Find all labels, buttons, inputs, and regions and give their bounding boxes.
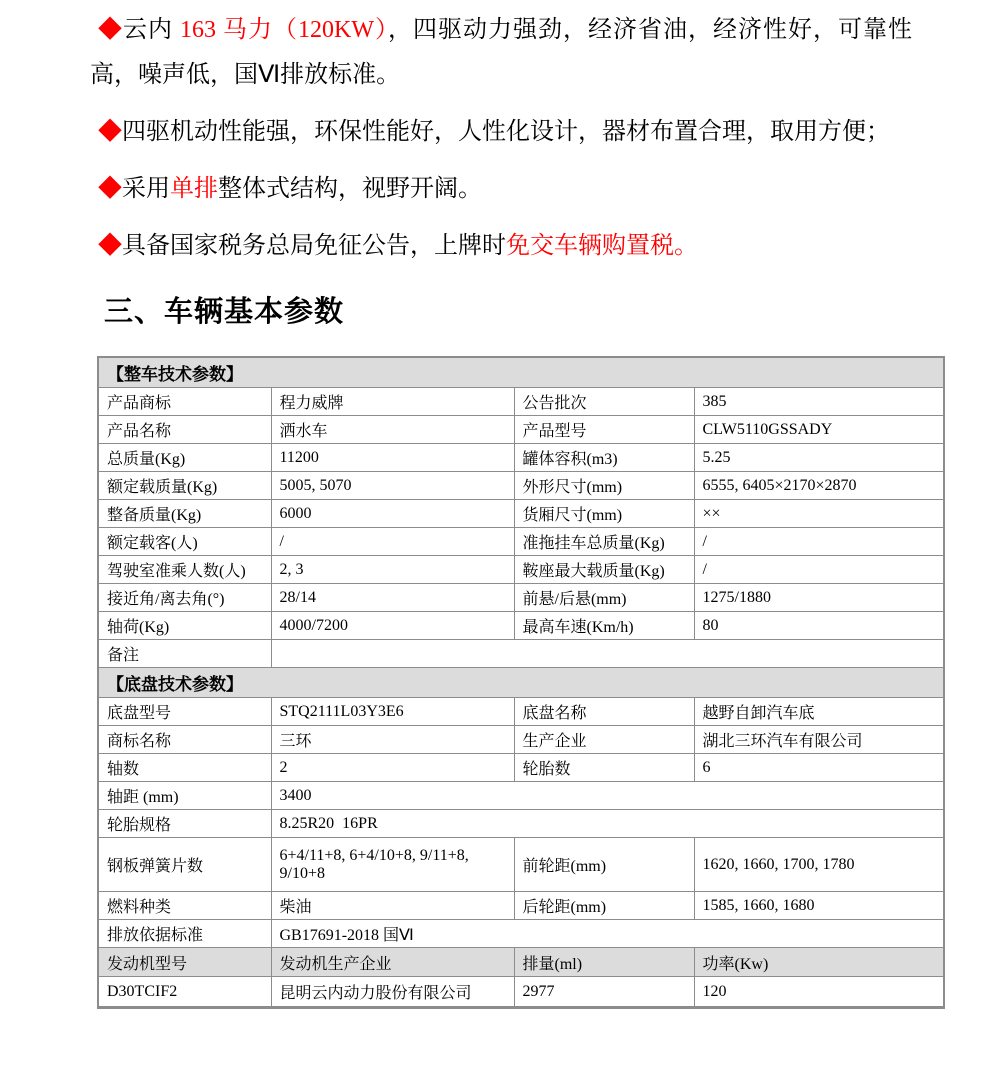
param-label-cell: 轮胎数 xyxy=(514,754,694,782)
table-row xyxy=(98,726,944,754)
feature-list xyxy=(90,8,913,269)
table-row xyxy=(98,612,944,640)
param-label-cell: 公告批次 xyxy=(514,388,694,416)
param-label-cell: 准拖挂车总质量(Kg) xyxy=(514,528,694,556)
param-label-cell: 外形尺寸(mm) xyxy=(514,472,694,500)
table-row xyxy=(98,698,944,726)
param-label-cell: 产品型号 xyxy=(514,416,694,444)
param-value-cell: 6000 xyxy=(271,500,514,528)
section-header-title: 【底盘技术参数】 xyxy=(98,668,944,698)
feature-text-segment: 四驱机动性能强，环保性能好，人性化设计，器材布置合理，取用方便； xyxy=(122,119,890,145)
table-row xyxy=(98,444,944,472)
engine-data-row xyxy=(98,977,944,1008)
table-row xyxy=(98,500,944,528)
param-value-cell: 385 xyxy=(694,388,944,416)
param-value-cell: 2, 3 xyxy=(271,556,514,584)
feature-text-highlight: 免交车辆购置税。 xyxy=(506,233,698,259)
feature-text-segment: 采用 xyxy=(122,176,170,202)
param-label-cell: 鞍座最大载质量(Kg) xyxy=(514,556,694,584)
table-row xyxy=(98,416,944,444)
feature-text-segment: 云内 xyxy=(123,17,181,43)
section-header-row-chassis xyxy=(98,668,944,698)
param-value-cell xyxy=(271,640,944,668)
param-value-cell: STQ2111L03Y3E6 xyxy=(271,698,514,726)
param-label-cell: 轮胎规格 xyxy=(98,810,271,838)
feature-bullet-1 xyxy=(90,8,912,98)
param-value-cell: 1275/1880 xyxy=(694,584,944,612)
feature-bullet-4 xyxy=(90,224,912,269)
param-value-cell: 1585, 1660, 1680 xyxy=(694,892,944,920)
param-value-cell: / xyxy=(271,528,514,556)
param-label-cell: 额定载客(人) xyxy=(98,528,271,556)
param-label-cell: 罐体容积(m3) xyxy=(514,444,694,472)
param-label-cell: 前悬/后悬(mm) xyxy=(514,584,694,612)
table-row xyxy=(98,472,944,500)
param-label-cell: 备注 xyxy=(98,640,271,668)
param-value-cell: 8.25R20 16PR xyxy=(271,810,944,838)
section-header-row-vehicle xyxy=(98,357,944,388)
table-row xyxy=(98,754,944,782)
diamond-icon: ◆ xyxy=(98,119,122,145)
param-value-cell: 2 xyxy=(271,754,514,782)
engine-value-cell: 昆明云内动力股份有限公司 xyxy=(271,977,514,1008)
param-value-cell: 80 xyxy=(694,612,944,640)
table-row xyxy=(98,528,944,556)
engine-header-cell: 功率(Kw) xyxy=(694,948,944,977)
param-label-cell: 排放依据标准 xyxy=(98,920,271,948)
feature-bullet-3 xyxy=(90,167,912,212)
feature-bullet-2 xyxy=(90,110,912,155)
param-value-cell: 5.25 xyxy=(694,444,944,472)
table-row-emission xyxy=(98,920,944,948)
table-row-spring xyxy=(98,838,944,892)
table-row xyxy=(98,556,944,584)
table-row-tire-spec xyxy=(98,810,944,838)
engine-header-cell: 发动机型号 xyxy=(98,948,271,977)
param-label-cell: 轴荷(Kg) xyxy=(98,612,271,640)
param-label-cell: 轴距 (mm) xyxy=(98,782,271,810)
feature-text-segment: 具备国家税务总局免征公告，上牌时 xyxy=(122,233,506,259)
param-label-cell: 驾驶室准乘人数(人) xyxy=(98,556,271,584)
param-value-cell: 6 xyxy=(694,754,944,782)
feature-text-highlight: 单排 xyxy=(170,176,218,202)
param-value-cell: 1620, 1660, 1700, 1780 xyxy=(694,838,944,892)
param-label-cell: 燃料种类 xyxy=(98,892,271,920)
engine-value-cell: 120 xyxy=(694,977,944,1008)
diamond-icon: ◆ xyxy=(98,176,122,202)
param-value-cell: 5005, 5070 xyxy=(271,472,514,500)
param-label-cell: 钢板弹簧片数 xyxy=(98,838,271,892)
table-row xyxy=(98,584,944,612)
param-value-cell: 3400 xyxy=(271,782,944,810)
param-value-cell: 程力威牌 xyxy=(271,388,514,416)
param-value-cell: / xyxy=(694,556,944,584)
param-label-cell: 货厢尺寸(mm) xyxy=(514,500,694,528)
feature-text-highlight: 163 马力（120KW） xyxy=(180,17,389,43)
param-label-cell: 前轮距(mm) xyxy=(514,838,694,892)
param-label-cell: 总质量(Kg) xyxy=(98,444,271,472)
param-value-cell: GB17691-2018 国Ⅵ xyxy=(271,920,944,948)
diamond-icon: ◆ xyxy=(98,17,124,43)
param-label-cell: 商标名称 xyxy=(98,726,271,754)
param-value-cell: ×× xyxy=(694,500,944,528)
param-value-cell: 越野自卸汽车底 xyxy=(694,698,944,726)
params-table xyxy=(97,356,945,1009)
param-value-cell: 28/14 xyxy=(271,584,514,612)
engine-header-row xyxy=(98,948,944,977)
section-header-title: 【整车技术参数】 xyxy=(98,357,944,388)
param-label-cell: 最高车速(Km/h) xyxy=(514,612,694,640)
param-value-cell: / xyxy=(694,528,944,556)
table-row-remark xyxy=(98,640,944,668)
section-heading: 三、车辆基本参数 xyxy=(104,296,345,328)
param-label-cell: 产品名称 xyxy=(98,416,271,444)
param-value-cell: 三环 xyxy=(271,726,514,754)
param-value-cell: 4000/7200 xyxy=(271,612,514,640)
param-value-cell: 柴油 xyxy=(271,892,514,920)
table-row xyxy=(98,388,944,416)
engine-value-cell: D30TCIF2 xyxy=(98,977,271,1008)
feature-text-segment: ，四驱动力强劲，经济省油，经济性好，可靠性高，噪声低，国Ⅵ排放标准。 xyxy=(90,17,913,88)
param-label-cell: 额定载质量(Kg) xyxy=(98,472,271,500)
param-label-cell: 轴数 xyxy=(98,754,271,782)
param-label-cell: 接近角/离去角(°) xyxy=(98,584,271,612)
param-label-cell: 生产企业 xyxy=(514,726,694,754)
engine-header-cell: 排量(ml) xyxy=(514,948,694,977)
param-value-cell: 洒水车 xyxy=(271,416,514,444)
engine-header-cell: 发动机生产企业 xyxy=(271,948,514,977)
param-value-cell: 湖北三环汽车有限公司 xyxy=(694,726,944,754)
param-label-cell: 产品商标 xyxy=(98,388,271,416)
param-value-cell: 6+4/11+8, 6+4/10+8, 9/11+8, 9/10+8 xyxy=(271,838,514,892)
param-label-cell: 后轮距(mm) xyxy=(514,892,694,920)
param-value-cell: 6555, 6405×2170×2870 xyxy=(694,472,944,500)
param-label-cell: 整备质量(Kg) xyxy=(98,500,271,528)
param-value-cell: 11200 xyxy=(271,444,514,472)
diamond-icon: ◆ xyxy=(98,233,122,259)
table-row-wheelbase xyxy=(98,782,944,810)
engine-value-cell: 2977 xyxy=(514,977,694,1008)
table-row xyxy=(98,892,944,920)
param-value-cell: CLW5110GSSADY xyxy=(694,416,944,444)
param-label-cell: 底盘型号 xyxy=(98,698,271,726)
param-label-cell: 底盘名称 xyxy=(514,698,694,726)
feature-text-segment: 整体式结构，视野开阔。 xyxy=(218,176,482,202)
